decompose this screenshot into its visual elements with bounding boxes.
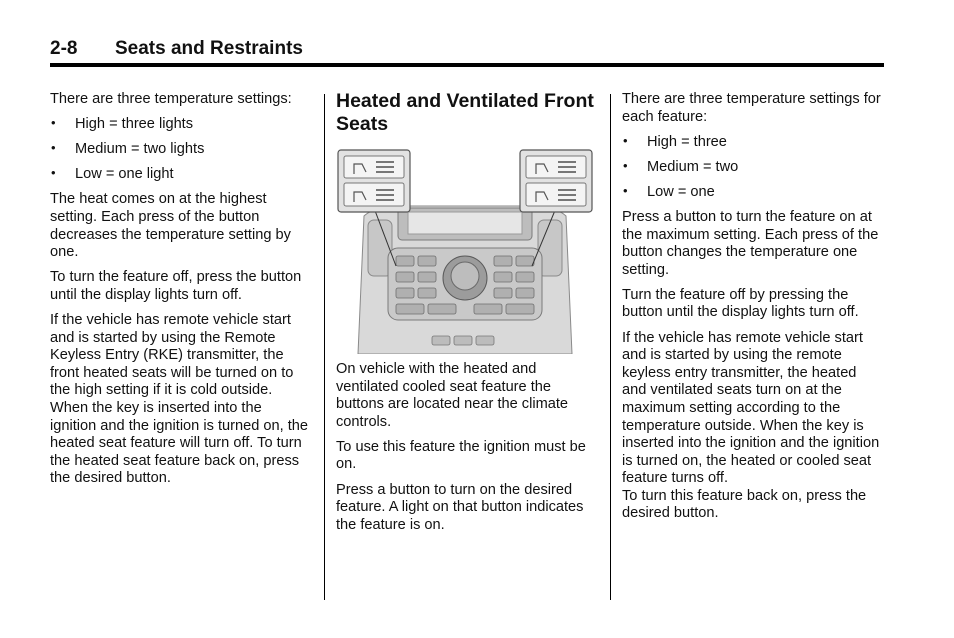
- paragraph: To use this feature the ignition must be on.: [336, 438, 586, 473]
- temp-settings-list: [622, 134, 884, 202]
- paragraph: Press a button to turn the feature on at the maximum setting. Each press of the button changes the temperature one setting.: [622, 208, 879, 278]
- paragraph: The heat comes on at the highest setting. Each press of the button decreases the temperature setting by one.: [50, 191, 291, 261]
- paragraph: Press a button to turn on the desired feature. A light on that button indicates the feature is on.: [336, 481, 584, 533]
- paragraph: If the vehicle has remote vehicle start and is started by using the remote keyless entry transmitter, the heated and ventilated seats turn on at the maximum setting according to the temperature outside. When the key is inserted into the ignition and the ignition is turned on, the heated or cooled seat feature turns off.: [622, 329, 880, 487]
- section-title: Seats and Restraints: [115, 38, 303, 59]
- temp-settings-intro: There are three temperature settings:: [50, 91, 292, 107]
- header-rule: [50, 63, 884, 67]
- page-header: [50, 38, 884, 62]
- paragraph: To turn the feature off, press the button until the display lights turn off.: [50, 269, 302, 303]
- page-number: 2-8: [50, 38, 78, 59]
- paragraph: To turn this feature back on, press the desired button.: [622, 487, 867, 522]
- paragraph: On vehicle with the heated and ventilated cooled seat feature the buttons are located near the climate controls.: [336, 361, 569, 430]
- column-middle: [336, 90, 598, 542]
- list-item: • Low = one light: [50, 166, 308, 184]
- temp-settings-intro: There are three temperature settings for each feature:: [622, 91, 881, 125]
- column-left: [50, 91, 308, 495]
- column-divider-2: [610, 94, 611, 600]
- section-heading: Heated and Ventilated Front Seats: [336, 90, 594, 135]
- climate-control-illustration: [336, 148, 594, 354]
- paragraph: Turn the feature off by pressing the button until the display lights turn off.: [622, 286, 859, 321]
- list-item: • High = three: [622, 134, 884, 152]
- column-divider-1: [324, 94, 325, 600]
- paragraph: If the vehicle has remote vehicle start and is started by using the Remote Keyless Entry (RKE) transmitter, the front heated seats will be turned on to the high setting if it is cold outside. When the key is inserted into the ignition and the ignition is turned on, the heated seat feature will turn off. To turn the heated seat feature back on, press the desired button.: [50, 311, 309, 487]
- list-item: • High = three lights: [50, 116, 308, 134]
- column-right: [622, 91, 884, 531]
- temp-settings-list: [50, 116, 308, 184]
- list-item: • Low = one: [622, 184, 884, 202]
- list-item: • Medium = two: [622, 159, 884, 177]
- list-item: • Medium = two lights: [50, 141, 308, 159]
